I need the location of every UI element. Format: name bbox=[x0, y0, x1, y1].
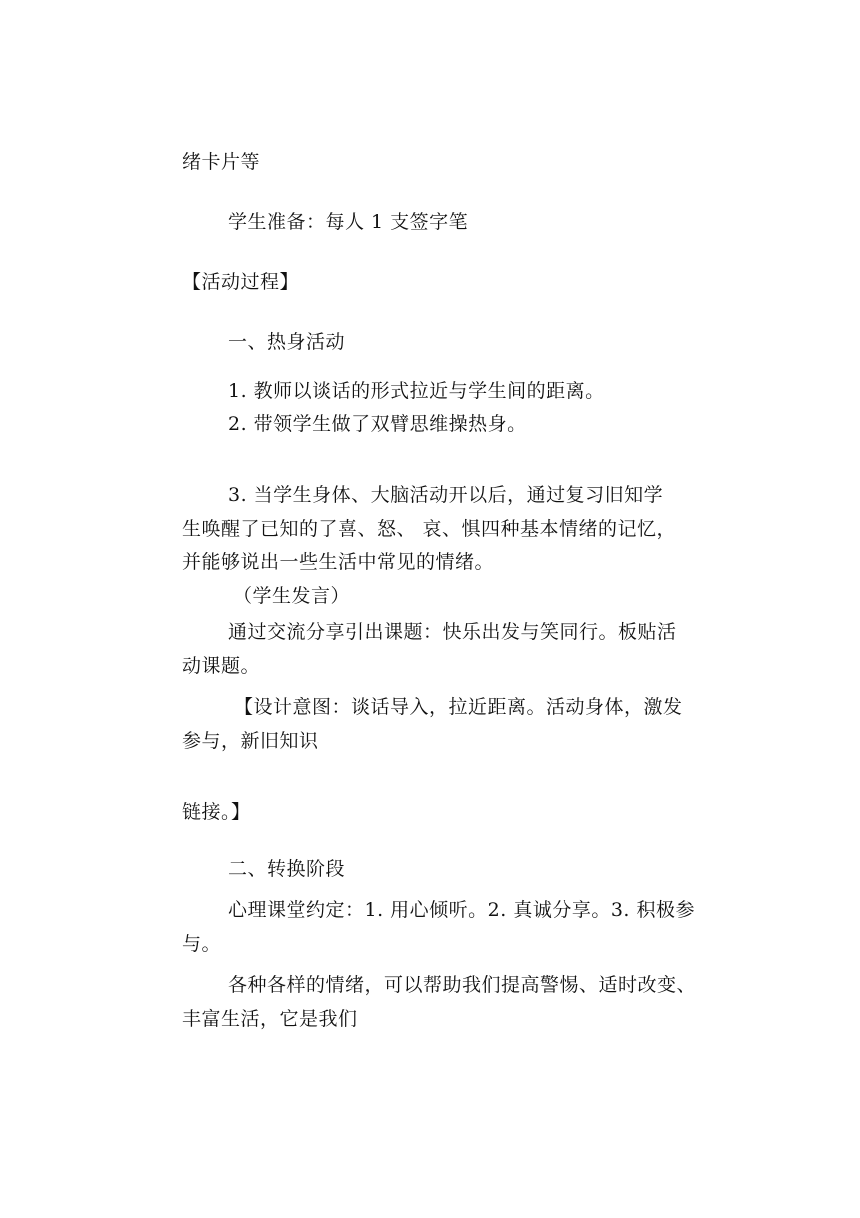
emotion-paragraph-continued: 丰富生活，它是我们 bbox=[182, 1008, 358, 1030]
classroom-agreement-line: 心理课堂约定：1. 用心倾听。2. 真诚分享。3. 积极参 bbox=[228, 899, 696, 921]
design-intent-end: 链接。】 bbox=[182, 801, 251, 823]
section-warmup-heading: 一、热身活动 bbox=[228, 331, 346, 353]
text-line-1: 绪卡片等 bbox=[182, 151, 261, 173]
topic-introduction-continued: 动课题。 bbox=[182, 655, 261, 677]
list-item-3-continued-2: 并能够说出一些生活中常见的情绪。 bbox=[182, 551, 495, 573]
design-intent-line: 【设计意图：谈话导入，拉近距离。活动身体，激发 bbox=[234, 696, 683, 718]
list-item-3: 3. 当学生身体、大脑活动开以后，通过复习旧知学 bbox=[228, 484, 664, 506]
list-item-1: 1. 教师以谈话的形式拉近与学生间的距离。 bbox=[228, 380, 605, 402]
section-transition-heading: 二、转换阶段 bbox=[228, 858, 346, 880]
list-item-2: 2. 带领学生做了双臂思维操热身。 bbox=[228, 413, 527, 435]
list-item-3-continued-1: 生唤醒了已知的了喜、怒、 哀、惧四种基本情绪的记忆， bbox=[182, 518, 677, 540]
emotion-paragraph-line: 各种各样的情绪，可以帮助我们提高警惕、适时改变、 bbox=[228, 974, 697, 996]
design-intent-continued: 参与，新旧知识 bbox=[182, 730, 319, 752]
student-speech-note: （学生发言） bbox=[233, 585, 351, 607]
student-preparation-line: 学生准备：每人 1 支签字笔 bbox=[228, 211, 469, 233]
topic-introduction-line: 通过交流分享引出课题：快乐出发与笑同行。板贴活 bbox=[228, 621, 677, 643]
classroom-agreement-continued: 与。 bbox=[182, 933, 222, 955]
activity-process-heading: 【活动过程】 bbox=[182, 271, 300, 293]
